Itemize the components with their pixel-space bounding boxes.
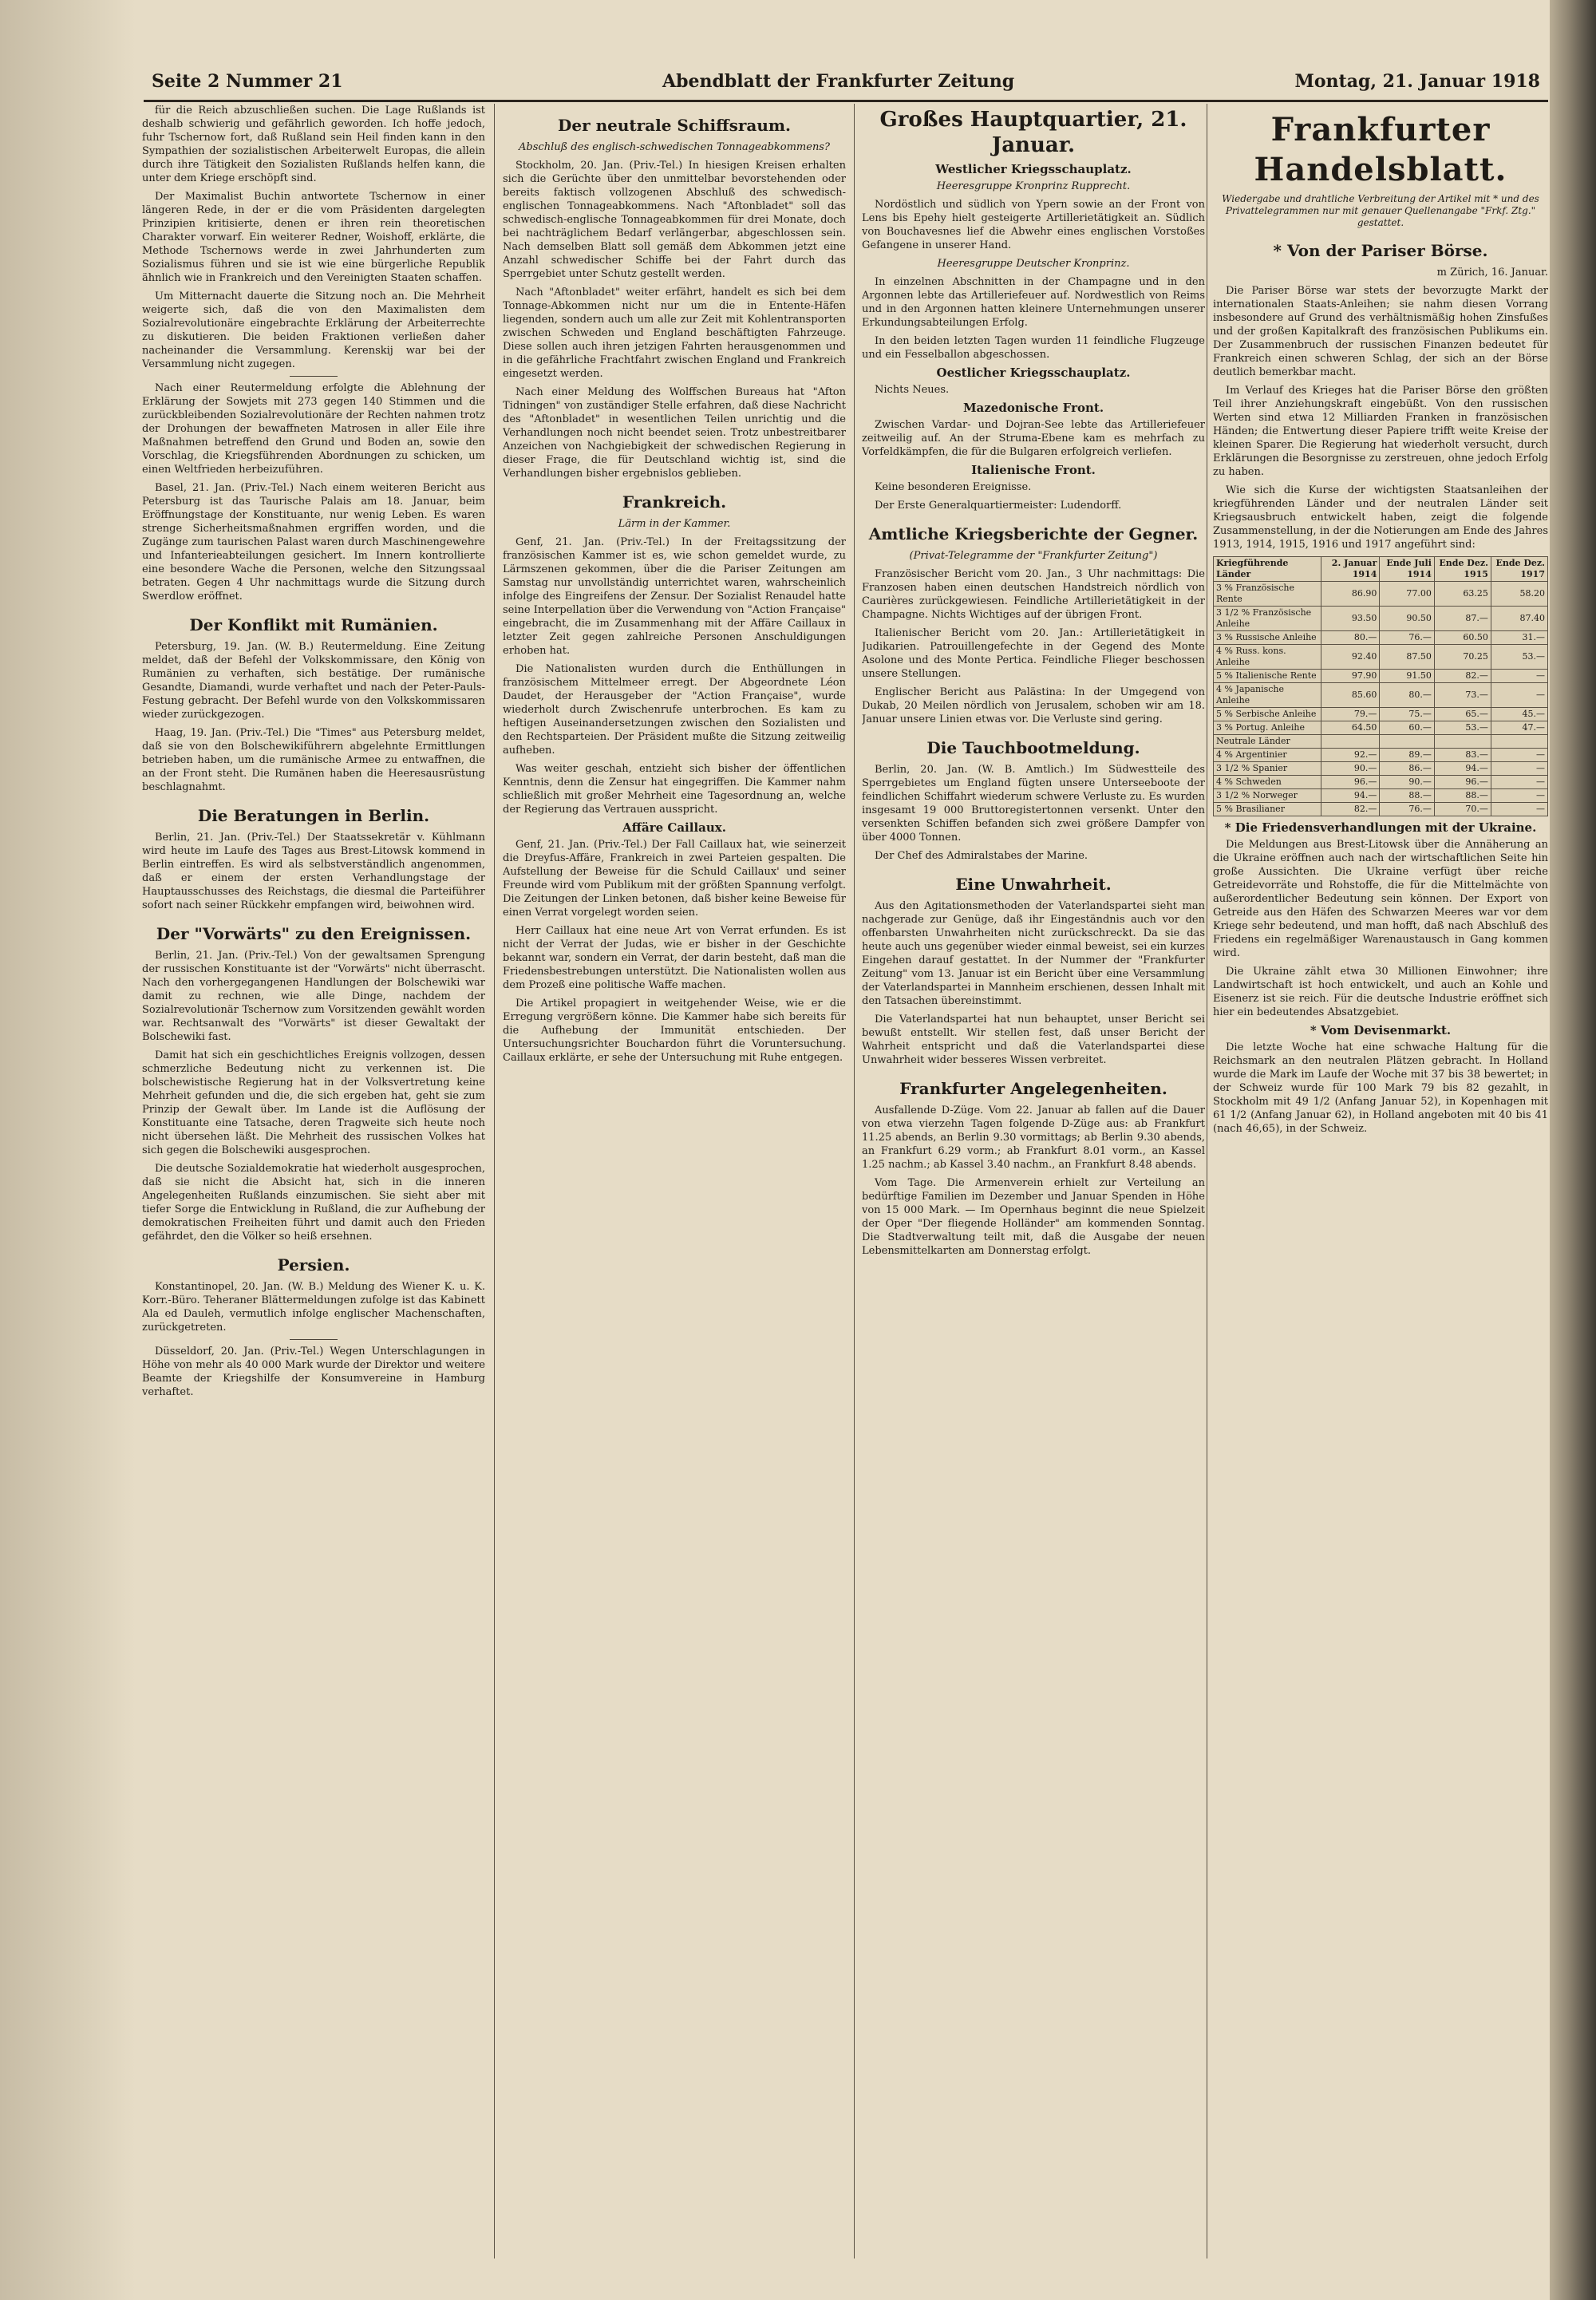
table-cell: 53.—: [1491, 645, 1547, 670]
section-oestlicher: Oestlicher Kriegsschauplatz.: [936, 366, 1131, 380]
column-4: [1213, 104, 1548, 2259]
article-paragraph: Petersburg, 19. Jan. (W. B.) Reutermeldung. Eine Zeitung meldet, daß der Befehl der Volkskommissare, den König von Rumänien zu verhaften, sich bestätige. Der rumänische Gesandte, Diamandi, wurde verhaftet und nach der Peter-Pauls-Festung gebracht. Der Befehl wurde von den Volkskommissaren wieder zurückgezogen.: [142, 641, 485, 721]
table-row: [1214, 749, 1548, 762]
article-paragraph: Englischer Bericht aus Palästina: In der Umgegend von Dukab, 20 Meilen nördlich von Jerusalem, schoben wir am 18. Januar unsere Linien etwas vor. Die Verluste sind gering.: [862, 686, 1205, 725]
table-cell: 77.00: [1380, 582, 1435, 607]
table-row: [1214, 631, 1548, 645]
headline-frankreich: Frankreich.: [622, 492, 727, 512]
table-cell: 89.—: [1380, 749, 1435, 762]
table-row: [1214, 762, 1548, 776]
table-header-cell: Ende Dez. 1915: [1434, 557, 1491, 582]
table-row: [1214, 708, 1548, 721]
table-row: [1214, 582, 1548, 607]
article-paragraph: Aus den Agitationsmethoden der Vaterlandspartei sieht man nachgerade zur Genüge, daß ihr Eingeständnis auch vor den offenbarsten Unwahrheiten nicht zurückschreckt. Da sie das heute auch uns gegenüber wieder einmal beweist, sei ein kurzes Eingehen darauf gestattet. In der Nummer der "Frankfurter Zeitung" vom 13. Januar ist ein Bericht über eine Versammlung der Vaterlandspartei in Mannheim erschienen, dessen Inhalt mit den Tatsachen übereinstimmt.: [862, 900, 1205, 1007]
table-cell: —: [1491, 670, 1547, 683]
table-cell: 90.—: [1380, 776, 1435, 789]
section-mazedonische: Mazedonische Front.: [962, 401, 1104, 415]
section-westlicher: Westlicher Kriegsschauplatz.: [935, 162, 1132, 176]
table-cell: 94.—: [1321, 789, 1380, 803]
article-paragraph: In den beiden letzten Tagen wurden 11 feindliche Flugzeuge und ein Fesselballon abgeschossen.: [862, 335, 1205, 361]
headline-gegner: Amtliche Kriegsberichte der Gegner.: [868, 524, 1199, 543]
article-paragraph: Nach einer Meldung des Wolffschen Bureaus hat "Afton Tidningen" von zuständiger Stelle erfahren, daß diese Nachricht des "Aftonbladet" in wesentlichen Teilen unrichtig und die Verhandlungen noch nicht beendet seien. Trotz unbestreitbarer Anzeichen von Nachgiebigkeit der schwedischen Regierung in dieser Frage, die für Deutschland wichtig ist, sind die Verhandlungen bisher ergebnislos geblieben.: [503, 386, 846, 480]
table-cell: 83.—: [1434, 749, 1491, 762]
article-paragraph: Die Meldungen aus Brest-Litowsk über die Annäherung an die Ukraine eröffnen auch nach der wirtschaftlichen Seite hin große Aussichten. Die Ukraine verfügt über reiche Getreidevorräte und Rohstoffe, die für die Mittelmächte von außerordentlicher Bedeutung sein können. Der Export von Getreide aus den Häfen des Schwarzen Meeres war vor dem Kriege sehr bedeutend, und man hofft, daß nach Abschluß des Friedens ein regelmäßiger Warenaustausch in Gang kommen wird.: [1213, 839, 1548, 959]
headline-vorwaerts: Der "Vorwärts" zu den Ereignissen.: [156, 924, 472, 943]
separator: [290, 1339, 338, 1340]
table-cell: 96.—: [1434, 776, 1491, 789]
table-cell: 70.—: [1434, 803, 1491, 816]
table-cell: 3 1/2 % Norweger: [1214, 789, 1321, 803]
table-cell: [1380, 735, 1435, 749]
article-paragraph: Die Nationalisten wurden durch die Enthüllungen in französischem Mittelmeer erregt. Der Abgeordnete Léon Daudet, der Herausgeber der "Action Française", wurde wiederholt durch Zwischenrufe unterbrochen. Es kam zu heftigen Auseinandersetzungen zwischen den Sozialisten und den Rechtsparteien. Der Präsident mußte die Sitzung zeitweilig aufheben.: [503, 663, 846, 757]
article-paragraph: In einzelnen Abschnitten in der Champagne und in den Argonnen lebte das Artilleriefeuer auf. Nordwestlich von Reims und in den Argonnen hatten kleinere Unternehmungen unserer Erkundungsabteilungen Erfolg.: [862, 276, 1205, 329]
table-cell: —: [1491, 789, 1547, 803]
table-cell: —: [1491, 762, 1547, 776]
table-header-cell: 2. Januar 1914: [1321, 557, 1380, 582]
table-cell: 65.—: [1434, 708, 1491, 721]
article-paragraph: Die Artikel propagiert in weitgehender Weise, wie er die Erregung vergrößern könne. Die Kammer habe sich bereits für die Aufhebung der Immunität entschieden. Der Untersuchungsrichter Bouchardon führt die Voruntersuchung. Caillaux erklärte, er sehe der Untersuchung mit Ruhe entgegen.: [503, 998, 846, 1064]
page-number: Seite 2 Nummer 21: [152, 71, 343, 92]
article-paragraph: Düsseldorf, 20. Jan. (Priv.-Tel.) Wegen Unterschlagungen in Höhe von mehr als 40 000 Mark wurde der Direktor und weitere Beamte der Kriegshilfe der Konsumvereine in Hamburg verhaftet.: [142, 1346, 485, 1398]
article-paragraph: Vom Tage. Die Armenverein erhielt zur Verteilung an bedürftige Familien im Dezember und Januar Spenden in Höhe von 15 000 Mark. — Im Opernhaus beginnt die neue Spielzeit der Oper "Der fliegende Holländer" am kommenden Sonntag. Die Stadtverwaltung teilt mit, daß die Ausgabe der neuen Lebensmittelkarten am Donnerstag erfolgt.: [862, 1177, 1205, 1257]
handelsblatt-masthead: Frankfurter Handelsblatt.: [1254, 111, 1507, 188]
table-cell: Neutrale Länder: [1214, 735, 1321, 749]
table-cell: 47.—: [1491, 721, 1547, 735]
article-paragraph: Italienischer Bericht vom 20. Jan.: Artillerietätigkeit in Judikarien. Patrouillengefechte in der Gegend des Monte Asolone und des Monte Pertica. Feindliche Flieger beschossen unsere Stellungen.: [862, 627, 1205, 680]
article-paragraph: für die Reich abzuschließen suchen. Die Lage Rußlands ist deshalb schwierig und gefährlich geworden. Ich hoffe jedoch, fuhr Tschernow fort, daß Rußland sein Heil finden kann in den Sympathien der sozialistischen Arbeiterwelt Europas, die allein durch ihre Tätigkeit den Sozialisten Rußlands helfen kann, die unter dem Kriege erschöpft sind.: [142, 105, 485, 184]
subheadline: (Privat-Telegramme der "Frankfurter Zeitung"): [909, 550, 1158, 562]
article-paragraph: Berlin, 21. Jan. (Priv.-Tel.) Von der gewaltsamen Sprengung der russischen Konstituante ist der "Vorwärts" nicht überrascht. Nach den vorhergegangenen Handlungen der Bolschewiki war damit zu rechnen, wie alle Dinge, nachdem der Sozialrevolutionär Tschernow zum Vorsitzenden gewählt worden war. Rechtsanwalt des "Vorwärts" ist dieser Gewaltakt der Bolschewiki fast.: [142, 950, 485, 1043]
dateline: m Zürich, 16. Januar.: [1436, 267, 1548, 279]
headline-angelegenheiten: Frankfurter Angelegenheiten.: [899, 1079, 1167, 1098]
table-cell: 31.—: [1491, 631, 1547, 645]
article-paragraph: Nordöstlich und südlich von Ypern sowie an der Front von Lens bis Epehy hielt gesteigerte Artillerietätigkeit an. Südlich von Bouchavesnes lief die Abwehr eines englischen Vorstoßes Gefangene in unserer Hand.: [862, 199, 1205, 251]
article-paragraph: Nach "Aftonbladet" weiter erfährt, handelt es sich bei dem Tonnage-Abkommen nicht nur um die in Entente-Häfen liegenden, sondern auch um alle zur Zeit mit Kohlentransporten zwischen Schweden und England beschäftigten Fahrzeuge. Diese sollen auch ihren jetzigen Fahrten herausgenommen und in die gefährliche Frachtfahrt zwischen England und Frankreich eingesetzt werden.: [503, 287, 846, 380]
article-paragraph: Die Vaterlandspartei hat nun behauptet, unser Bericht sei bewußt entstellt. Wir stellen fest, daß unser Bericht der Wahrheit entspricht und daß die Vaterlandspartei diese Unwahrheit wider besseres Wissen verbreitet.: [862, 1014, 1205, 1066]
column-divider: [494, 104, 495, 2259]
table-cell: [1491, 735, 1547, 749]
table-cell: 58.20: [1491, 582, 1547, 607]
subheadline: Abschluß des englisch-schwedischen Tonnageabkommens?: [519, 141, 830, 153]
article-paragraph: Die Pariser Börse war stets der bevorzugte Markt der internationalen Staats-Anleihen; sie nahm diesen Vorrang insbesondere auf Grund des verhältnismäßig hohen Zinsfußes und der großen Kapitalkraft des französischen Publikums ein. Der Zusammenbruch der russischen Finanzen bedeutet für Frankreich einen schweren Schlag, der sich an der Börse deutlich bemerkbar macht.: [1213, 285, 1548, 378]
column-divider: [854, 104, 855, 2259]
table-cell: 60.50: [1434, 631, 1491, 645]
table-cell: 53.—: [1434, 721, 1491, 735]
table-row: [1214, 789, 1548, 803]
signature: Der Chef des Admiralstabes der Marine.: [875, 850, 1088, 862]
table-row: [1214, 735, 1548, 749]
article-paragraph: Damit hat sich ein geschichtliches Ereignis vollzogen, dessen schmerzliche Bedeutung nicht zu verkennen ist. Die bolschewistische Regierung hat in der Volksvertretung keine Mehrheit gefunden und die, die sich ergeben hat, geht sie zum Prinzip der Gewalt über. Im Lande ist die Auflösung der Konstituante eine Tatsache, deren Tragweite sich heute noch nicht übersehen läßt. Die Mehrheit des russischen Volkes hat sich gegen die Bolschewiki ausgesprochen.: [142, 1049, 485, 1156]
table-cell: 86.90: [1321, 582, 1380, 607]
headline-caillaux: Affäre Caillaux.: [622, 820, 726, 835]
page-header: [144, 68, 1548, 102]
table-cell: [1434, 735, 1491, 749]
article-paragraph: Im Verlauf des Krieges hat die Pariser Börse den größten Teil ihrer Anziehungskraft eingebüßt. Von den russischen Werten sind etwa 12 Milliarden Franken in französischen Händen; die Entwertung dieser Papiere trifft weite Kreise der kleinen Sparer. Die Regierung hat wiederholt versucht, durch Erklärungen die Besorgnisse zu zerstreuen, ohne jedoch Erfolg zu haben.: [1213, 385, 1548, 478]
article-paragraph: Was weiter geschah, entzieht sich bisher der öffentlichen Kenntnis, denn die Zensur hat eingegriffen. Die Kammer nahm schließlich mit großer Mehrheit eine Tagesordnung an, welche der Regierung das Vertrauen ausspricht.: [503, 763, 846, 816]
table-cell: 86.—: [1380, 762, 1435, 776]
table-cell: 5 % Brasilianer: [1214, 803, 1321, 816]
table-cell: 5 % Italienische Rente: [1214, 670, 1321, 683]
table-cell: 4 % Argentinier: [1214, 749, 1321, 762]
table-row: [1214, 670, 1548, 683]
article-paragraph: Nach einer Reutermeldung erfolgte die Ablehnung der Erklärung der Sowjets mit 273 gegen 140 Stimmen und die zurückbleibenden Sozialrevolutionäre der Rechten nahmen trotz der Drohungen der bewaffneten Matrosen in aller Eile ihre Maßnahmen betreffend den Grund und Boden an, sowie den Vorschlag, die Kriegsführenden Abordnungen zu schicken, um einen Weltfrieden herbeizuführen.: [142, 382, 485, 476]
article-paragraph: Um Mitternacht dauerte die Sitzung noch an. Die Mehrheit weigerte sich, daß die von den Maximalisten dem Sozialrevolutionäre eingebrachte Erklärung der Arbeiterrechte zu diskutieren. Die beiden Fraktionen verließen daher nacheinander die Versammlung. Kerenskij war bei der Versammlung nicht zugegen.: [142, 290, 485, 370]
headline-schiffsraum: Der neutrale Schiffsraum.: [558, 116, 791, 135]
article-paragraph: Die deutsche Sozialdemokratie hat wiederholt ausgesprochen, daß sie nicht die Absicht hat, sich in die inneren Angelegenheiten Rußlands einzumischen. Sie sieht aber mit tiefer Sorge die Entwicklung in Rußland, die zur Aufhebung der demokratischen Freiheiten führt und damit auch den Frieden gefährdet, den die Völker so heiß ersehnen.: [142, 1163, 485, 1243]
table-row: [1214, 803, 1548, 816]
headline-tauchboot: Die Tauchbootmeldung.: [926, 738, 1140, 757]
article-paragraph: Die letzte Woche hat eine schwache Haltung für die Reichsmark an den neutralen Plätzen gebracht. In Holland wurde die Mark im Laufe der Woche mit 37 bis 38 bewertet; in der Schweiz wurde für 100 Mark 79 bis 82 gezahlt, in Stockholm mit 49 1/2 (Anfang Januar 52), in Kopenhagen mit 61 1/2 (Anfang Januar 62), in Holland angeboten mit 40 bis 41 (nach 46,65), in der Schweiz.: [1213, 1041, 1548, 1135]
table-cell: 3 1/2 % Französische Anleihe: [1214, 607, 1321, 631]
article-paragraph: Die Ukraine zählt etwa 30 Millionen Einwohner; ihre Landwirtschaft ist hoch entwickelt, und auch an Kohle und Eisenerz ist sie reich. Für die deutsche Industrie eröffnet sich hier ein bedeutendes Absatzgebiet.: [1213, 966, 1548, 1018]
signature: Der Erste Generalquartiermeister: Ludendorff.: [875, 500, 1122, 512]
table-cell: 94.—: [1434, 762, 1491, 776]
table-cell: —: [1491, 776, 1547, 789]
page-left-shadow: [0, 0, 136, 2300]
table-row: [1214, 776, 1548, 789]
table-cell: 4 % Japanische Anleihe: [1214, 683, 1321, 708]
subheadline: Heeresgruppe Deutscher Kronprinz.: [937, 258, 1130, 270]
column-1: [142, 104, 485, 2259]
table-row: [1214, 607, 1548, 631]
table-cell: 97.90: [1321, 670, 1380, 683]
article-paragraph: Der Maximalist Buchin antwortete Tschernow in einer längeren Rede, in der er die vom Präsidenten dargelegten Prinzipien kritisierte, denen er ihren rein theoretischen Charakter vorwarf. Ein weiterer Redner, Woishoff, erklärte, die Methode Tschernows werde in zwei Jahrhunderten zum Sozialismus führen und sie ist wie eine bürgerliche Republik ähnlich wie in Frankreich und den Vereinigten Staaten schaffen.: [142, 191, 485, 284]
table-row: [1214, 683, 1548, 708]
table-cell: 76.—: [1380, 803, 1435, 816]
newspaper-name: Abendblatt der Frankfurter Zeitung: [662, 71, 1015, 92]
article-paragraph: Wie sich die Kurse der wichtigsten Staatsanleihen der kriegführenden Länder und der neutralen Länder seit Kriegsausbruch entwickelt haben, zeigt die folgende Zusammenstellung, in der die Notierungen am Ende des Jahres 1913, 1914, 1915, 1916 und 1917 angeführt sind:: [1213, 484, 1548, 551]
table-cell: 4 % Russ. kons. Anleihe: [1214, 645, 1321, 670]
article-paragraph: Herr Caillaux hat eine neue Art von Verrat erfunden. Es ist nicht der Verrat der Judas, wie er bisher in der Geschichte bekannt war, sondern ein Verrat, der darin besteht, daß man die Friedensbestrebungen unterstützt. Die Nationalisten wollen aus dem Prozeß eine politische Waffe machen.: [503, 925, 846, 991]
article-paragraph: Konstantinopel, 20. Jan. (W. B.) Meldung des Wiener K. u. K. Korr.-Büro. Teheraner Blättermeldungen zufolge ist das Kabinett Ala ed Dauleh, vermutlich infolge englischer Machenschaften, zurückgetreten.: [142, 1281, 485, 1334]
table-cell: 76.—: [1380, 631, 1435, 645]
table-cell: 87.40: [1491, 607, 1547, 631]
article-paragraph: Basel, 21. Jan. (Priv.-Tel.) Nach einem weiteren Bericht aus Petersburg ist das Taurische Palais am 18. Januar, beim Eröffnungstage der Konstituante, nur wenig Leben. Es waren strenge Sicherheitsmaßnahmen ergriffen worden, und die Zugänge zum taurischen Palast waren durch Maschinengewehre und Infanterieabteilungen gesichert. Im Innern kontrollierte eine besondere Wache die Personen, welche den Sitzungssaal betraten. Gegen 4 Uhr nachmittags wurde die Sitzung durch Swerdlow eröffnet.: [142, 482, 485, 603]
table-cell: 88.—: [1380, 789, 1435, 803]
table-cell: 93.50: [1321, 607, 1380, 631]
table-cell: 63.25: [1434, 582, 1491, 607]
table-cell: 88.—: [1434, 789, 1491, 803]
table-row: [1214, 645, 1548, 670]
table-row: [1214, 721, 1548, 735]
headline-hauptquartier: Großes Hauptquartier, 21. Januar.: [879, 108, 1187, 157]
table-cell: 91.50: [1380, 670, 1435, 683]
separator: [290, 376, 338, 377]
subheadline: Lärm in der Kammer.: [618, 518, 731, 530]
table-cell: 70.25: [1434, 645, 1491, 670]
table-cell: 3 1/2 % Spanier: [1214, 762, 1321, 776]
headline-persien: Persien.: [277, 1255, 350, 1274]
table-cell: —: [1491, 683, 1547, 708]
article-paragraph: Berlin, 21. Jan. (Priv.-Tel.) Der Staatssekretär v. Kühlmann wird heute im Laufe des Tages aus Brest-Litowsk kommend in Berlin eintreffen. Es wird als selbstverständlich angenommen, daß er einem der ersten Verhandlungstage der Hauptausschusses des Reichstags, die diesmal die Parteiführer sofort nach seiner Rückkehr empfangen wird, beiwohnen wird.: [142, 832, 485, 911]
headline-pariser-boerse: * Von der Pariser Börse.: [1273, 241, 1488, 260]
table-cell: 80.—: [1321, 631, 1380, 645]
issue-date: Montag, 21. Januar 1918: [1294, 71, 1540, 92]
article-paragraph: Französischer Bericht vom 20. Jan., 3 Uhr nachmittags: Die Franzosen haben einen deutschen Handstreich nördlich von Caurières zurückgewiesen. Feindliche Artillerietätigkeit in der Champagne. Nichts Wichtiges auf der übrigen Front.: [862, 568, 1205, 621]
table-cell: 5 % Serbische Anleihe: [1214, 708, 1321, 721]
table-cell: 3 % Französische Rente: [1214, 582, 1321, 607]
table-cell: 87.50: [1380, 645, 1435, 670]
table-header-cell: Ende Juli 1914: [1380, 557, 1435, 582]
article-paragraph: Keine besonderen Ereignisse.: [875, 481, 1032, 493]
table-cell: 92.—: [1321, 749, 1380, 762]
subheadline: Heeresgruppe Kronprinz Rupprecht.: [936, 180, 1131, 192]
table-cell: 90.—: [1321, 762, 1380, 776]
table-cell: 64.50: [1321, 721, 1380, 735]
masthead-notice: Wiedergabe und drahtliche Verbreitung der Artikel mit * und des Privattelegrammen nur mit genauer Quellenangabe "Frkf. Ztg." gestattet.: [1222, 193, 1539, 228]
table-cell: 4 % Schweden: [1214, 776, 1321, 789]
table-cell: 85.60: [1321, 683, 1380, 708]
table-cell: [1321, 735, 1380, 749]
table-cell: 82.—: [1434, 670, 1491, 683]
bond-price-table: [1213, 556, 1548, 816]
table-header-cell: Kriegführende Länder: [1214, 557, 1321, 582]
headline-devisenmarkt: * Vom Devisenmarkt.: [1310, 1023, 1452, 1037]
table-cell: 75.—: [1380, 708, 1435, 721]
table-cell: 80.—: [1380, 683, 1435, 708]
table-cell: —: [1491, 749, 1547, 762]
section-italienische: Italienische Front.: [971, 463, 1096, 477]
article-paragraph: Genf, 21. Jan. (Priv.-Tel.) Der Fall Caillaux hat, wie seinerzeit die Dreyfus-Affäre, Frankreich in zwei Parteien gespalten. Die Aufstellung der Beweise für die Schuld Caillaux' und seiner Freunde wird vom Publikum mit der größten Spannung verfolgt. Die Zeitungen der Linken betonen, daß bisher keine Beweise für einen Verrat vorgelegt worden seien.: [503, 839, 846, 919]
table-cell: 79.—: [1321, 708, 1380, 721]
column-2: [503, 104, 846, 2259]
article-paragraph: Zwischen Vardar- und Dojran-See lebte das Artilleriefeuer zeitweilig auf. An der Struma-Ebene kam es mehrfach zu Vorfeldkämpfen, die für die Bulgaren erfolgreich verliefen.: [862, 419, 1205, 458]
table-cell: 92.40: [1321, 645, 1380, 670]
headline-rumaenien: Der Konflikt mit Rumänien.: [189, 615, 438, 634]
table-cell: 87.—: [1434, 607, 1491, 631]
article-paragraph: Genf, 21. Jan. (Priv.-Tel.) In der Freitagssitzung der französischen Kammer ist es, wie schon gemeldet wurde, zu Lärmszenen gekommen, über die die Pariser Zeitungen am Samstag nur unvollständig unterrichtet waren, wahrscheinlich infolge des Eingreifens der Zensur. Der Sozialist Renaudel hatte seine Interpellation über die Verwendung von "Action Française" eingebracht, die im Zusammenhang mit der Affäre Caillaux in letzter Zeit gegen zahlreiche Personen Anschuldigungen erhoben hat.: [503, 536, 846, 657]
table-body: [1214, 582, 1548, 816]
article-paragraph: Nichts Neues.: [875, 384, 950, 396]
headline-unwahrheit: Eine Unwahrheit.: [955, 875, 1112, 894]
table-cell: 90.50: [1380, 607, 1435, 631]
column-3: [862, 104, 1205, 2259]
article-paragraph: Stockholm, 20. Jan. (Priv.-Tel.) In hiesigen Kreisen erhalten sich die Gerüchte über den unmittelbar bevorstehenden oder bereits faktisch vollzogenen Abschluß des schwedisch-englischen Tonnageabkommens. Nach "Aftonbladet" soll das schwedisch-englische Tonnageabkommen für drei Monate, doch bei nachträglichem Bedarf verlängerbar, abgeschlossen sein. Nach demselben Blatt soll gemäß dem Abkommen jetzt eine Anzahl schwedischer Schiffe bei der Fahrt durch das Sperrgebiet unter Schutz gestellt werden.: [503, 160, 846, 280]
table-cell: 3 % Russische Anleihe: [1214, 631, 1321, 645]
table-cell: 73.—: [1434, 683, 1491, 708]
table-cell: 3 % Portug. Anleihe: [1214, 721, 1321, 735]
article-paragraph: Ausfallende D-Züge. Vom 22. Januar ab fallen auf die Dauer von etwa vierzehn Tagen folgende D-Züge aus: ab Frankfurt 11.25 abends, an Berlin 9.30 vormittags; ab Berlin 9.30 abends, an Frankfurt 6.29 vorm.; ab Frankfurt 8.01 vorm., an Kassel 1.25 nachm.; ab Kassel 3.40 nachm., an Frankfurt 8.48 abends.: [862, 1105, 1205, 1171]
table-cell: —: [1491, 803, 1547, 816]
headline-beratungen: Die Beratungen in Berlin.: [197, 806, 430, 825]
table-cell: 60.—: [1380, 721, 1435, 735]
table-cell: 82.—: [1321, 803, 1380, 816]
table-cell: 45.—: [1491, 708, 1547, 721]
article-paragraph: Haag, 19. Jan. (Priv.-Tel.) Die "Times" aus Petersburg meldet, daß sie von den Bolschewikiführern abgelehnte Ermittlungen betrieben haben, um die rumänische Armee zu entwaffnen, die an der Front steht. Die Rumänen haben die Heeresausrüstung beschlagnahmt.: [142, 727, 485, 793]
table-header-cell: Ende Dez. 1917: [1491, 557, 1547, 582]
headline-friedensverhandlungen: * Die Friedensverhandlungen mit der Ukraine.: [1224, 820, 1537, 835]
table-cell: 96.—: [1321, 776, 1380, 789]
article-paragraph: Berlin, 20. Jan. (W. B. Amtlich.) Im Südwestteile des Sperrgebietes um England fügten unsere Unterseeboote der feindlichen Schiffahrt wiederum schwere Verluste zu. Es wurden insgesamt 19 000 Bruttoregistertonnen versenkt. Unter den versenkten Schiffen befanden sich zwei größere Dampfer von über 4000 Tonnen.: [862, 764, 1205, 844]
table-header-row: [1214, 557, 1548, 582]
